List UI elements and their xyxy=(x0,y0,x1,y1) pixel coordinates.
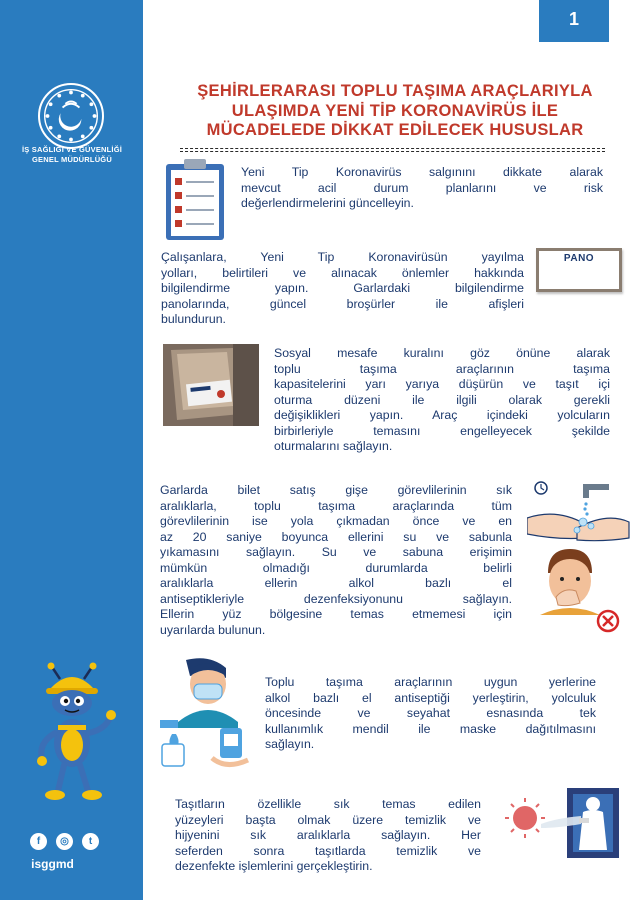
face-touch-icon xyxy=(530,545,610,615)
ministry-logo xyxy=(38,83,104,149)
facebook-icon[interactable]: f xyxy=(30,833,47,850)
sidebar xyxy=(0,0,143,900)
bus-seat-photo xyxy=(163,344,259,426)
paragraph-hand-hygiene: Garlarda bilet satış gişe görevlilerinin sık aralıklarla, toplu taşıma araçlarında tüm görevlilerinin ise yola çıkmadan önce ve en az 20 saniye boyunca ellerini su ve sabunla yıkamasını sağlayın. Su ve sabuna erişimin mümkün olmadığı durumlarda belirli aralıklarla ellerin alkol bazlı el antiseptikleriyle dezenfeksiyonunu sağlayın. Ellerin yüz bölgesine temas etmemesi için uyarılarda bulunun. xyxy=(160,483,512,637)
title-line: MÜCADELEDE DİKKAT EDİLECEK HUSUSLAR xyxy=(206,121,584,139)
checklist-clipboard-icon xyxy=(160,156,230,242)
mascot-illustration xyxy=(22,655,122,805)
paragraph-antiseptic-masks: Toplu taşıma araçlarının uygun yerlerine alkol bazlı el antiseptiği yerleştirin, yolculuk öncesinde ve seyahat esnasında tek kullanımlık mendil ile maske dağıtılmasını sağlayın. xyxy=(265,675,596,751)
page-number: 1 xyxy=(539,0,609,42)
social-handle: isggmd xyxy=(31,857,74,871)
title-line: ULAŞIMDA YENİ TİP KORONAVİRÜS İLE xyxy=(231,101,559,120)
paragraph-inform-employees: Çalışanlara, Yeni Tip Koronavirüsün yayılma yolları, belirtileri ve alınacak önlemler hakkında bilgilendirme yapın. Garlardaki bilgilendirme panolarında, güncel broşürler ile afişleri bulundurun. xyxy=(161,250,524,326)
disinfection-spray-icon xyxy=(497,788,619,858)
prohibited-icon xyxy=(596,609,620,633)
paragraph-social-distance: Sosyal mesafe kuralını göz önüne alarak toplu taşıma araçlarının taşıma kapasitelerini yarı yarıya düşürün ve taşıt içi oturma düzeni ile ilgili olarak gerekli değişiklikleri yapın. Araç içindeki yolcuların birbirleriyle temasını engelleyecek şekilde oturmalarını sağlayın. xyxy=(274,346,610,453)
twitter-icon[interactable]: t xyxy=(82,833,99,850)
title-divider xyxy=(180,148,605,152)
paragraph-surface-cleaning: Taşıtların özellikle sık temas edilen yüzeyleri başta olmak üzere temizlik ve hijyenini sık aralıklarla sağlayın. Her seferden sonra taşıtlarda temizlik ve dezenfekte işlemlerini gerçekleştirin. xyxy=(175,797,481,873)
handwashing-icon xyxy=(527,478,637,548)
document-title xyxy=(160,82,630,141)
masked-person-icon xyxy=(160,658,260,768)
title-line: ŞEHİRLERARASI TOPLU TAŞIMA ARAÇLARIYLA xyxy=(197,82,593,100)
paragraph-action-plans: Yeni Tip Koronavirüs salgınını dikkate alarak mevcut acil durum planlarını ve risk değerlendirmelerini güncelleyin. xyxy=(241,165,603,210)
notice-board-icon: PANO xyxy=(536,248,622,292)
instagram-icon[interactable]: ◎ xyxy=(56,833,73,850)
organization-name: İŞ SAĞLIĞI VE GÜVENLİĞİ GENEL MÜDÜRLÜĞÜ xyxy=(21,145,123,164)
social-links xyxy=(30,833,99,850)
